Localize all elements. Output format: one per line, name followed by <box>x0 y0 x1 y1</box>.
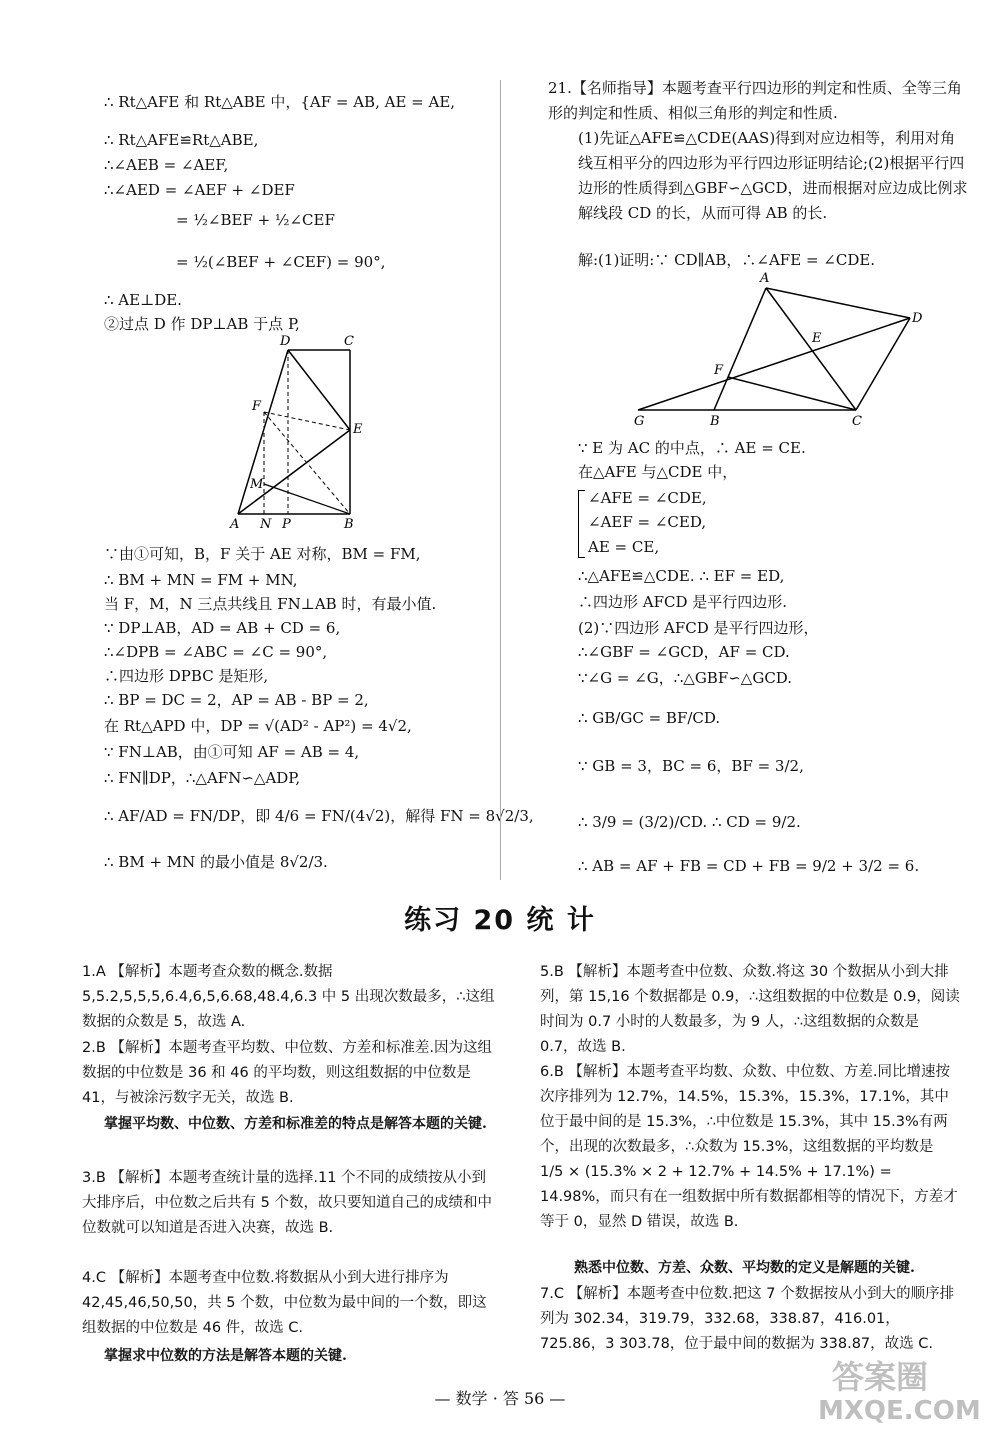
watermark-logo-bottom: MXQE.COM <box>818 1396 981 1426</box>
label-D: D <box>280 334 291 349</box>
label-F: F <box>252 399 262 414</box>
proof-line: ∠AEF = ∠CED, <box>588 513 707 531</box>
proof-line: ∴ 3/9 = (3/2)/CD. ∴ CD = 9/2. <box>578 813 801 831</box>
proof-line: = ½∠BEF + ½∠CEF <box>176 211 335 229</box>
proof-line: 在△AFE 与△CDE 中， <box>578 463 738 481</box>
proof-line: ∵由①可知，B，F 关于 AE 对称，BM = FM, <box>104 545 421 563</box>
proof-line: ∴∠AEB = ∠AEF, <box>104 156 229 174</box>
label-F: F <box>714 363 724 378</box>
label-M: M <box>250 477 264 492</box>
q21-analysis: (1)先证△AFE≌△CDE(AAS)得到对应边相等，利用对角线互相平分的四边形为平行四边形证明结论;(2)根据平行四边形的性质得到△GBF∽△GCD，进而根据对应边成比例求解线段 CD 的长，从而可得 AB 的长. <box>578 129 968 222</box>
proof-line: ∵ DP⊥AB，AD = AB + CD = 6, <box>104 619 341 637</box>
proof-line: ∴ Rt△AFE≌Rt△ABE, <box>104 131 259 149</box>
column-divider <box>500 80 501 880</box>
proof-line: ∴ BP = DC = 2，AP = AB - BP = 2, <box>104 691 369 709</box>
proof-line: ∵ FN⊥AB，由①可知 AF = AB = 4, <box>104 743 360 761</box>
proof-line: 解:(1)证明:∵ CD∥AB，∴∠AFE = ∠CDE. <box>578 251 876 269</box>
proof-line: 当 F，M，N 三点共线且 FN⊥AB 时，有最小值. <box>104 595 437 613</box>
page-footer: — 数学 · 答 56 — <box>434 1389 566 1408</box>
proof-line: (2)∵四边形 AFCD 是平行四边形， <box>578 619 819 637</box>
q21-guide: 21.【名师指导】本题考查平行四边形的判定和性质、全等三角形的判定和性质、相似三角形的判定和性质. <box>548 79 962 122</box>
condition-brace <box>578 490 585 558</box>
parallelogram-figure <box>620 270 940 430</box>
proof-line: 在 Rt△APD 中，DP = √(AD² - AP²) = 4√2, <box>104 717 412 735</box>
label-B: B <box>710 414 720 429</box>
proof-line: ∴ AE⊥DE. <box>104 291 182 309</box>
label-A: A <box>230 517 240 532</box>
answer-q4: 4.C 【解析】本题考查中位数.将数据从小到大进行排序为 42,45,46,50,50，共 5 个数，中位数为最中间的一个数，即这组数据的中位数是 46 件，故选 C. <box>82 1270 487 1336</box>
proof-line: ②过点 D 作 DP⊥AB 于点 P, <box>104 315 300 333</box>
section-title: 练习 20 统 计 <box>404 905 596 936</box>
proof-line: ∴∠DPB = ∠ABC = ∠C = 90°, <box>104 643 328 661</box>
proof-line: ∴ GB/GC = BF/CD. <box>578 709 721 727</box>
label-N: N <box>260 517 272 532</box>
proof-line: ∵ GB = 3，BC = 6，BF = 3/2, <box>578 757 804 775</box>
proof-line: ∠AFE = ∠CDE, <box>588 489 707 507</box>
label-E: E <box>353 422 363 437</box>
proof-line: ∵∠G = ∠G，∴△GBF∽△GCD. <box>578 669 793 687</box>
proof-line: ∴四边形 DPBC 是矩形, <box>104 667 269 685</box>
proof-line: ∴ Rt△AFE 和 Rt△ABE 中，{AF = AB, AE = AE, <box>104 93 456 111</box>
proof-line: ∴ BM + MN = FM + MN, <box>104 571 298 589</box>
answer-q6: 6.B 【解析】本题考查平均数、众数、中位数、方差.同比增速按次序排列为 12.7%，14.5%，15.3%，15.3%，17.1%，其中位于最中间的是 15.3%，∴中位数是 15.3%，其中 15.3%有两个，出现的次数最多，∴众数为 15.3%，这组数据的平均数是 1/5 × (15.3% × 2 + 12.7% + 14.5% + 17.1%) = 14.98%，而只有在一组数据中所有数据都相等的情况下，方差才等于 0，显然 D 错误，故选 B. <box>540 1064 958 1230</box>
label-C: C <box>852 414 862 429</box>
proof-line: ∴ AF/AD = FN/DP，即 4/6 = FN/(4√2)，解得 FN = 8√2/3, <box>104 807 534 825</box>
answer-q5: 5.B 【解析】本题考查中位数、众数.将这 30 个数据从小到大排列，第 15,16 个数据都是 0.9，∴这组数据的中位数是 0.9，阅读时间为 0.7 小时的人数最多，为 9 人，∴这组数据的众数是 0.7，故选 B. <box>540 964 960 1055</box>
answer-q3: 3.B 【解析】本题考查统计量的选择.11 个不同的成绩按从小到大排序后，中位数之后共有 5 个数，故只要知道自己的成绩和中位数就可以知道是否进入决赛，故选 B. <box>82 1170 492 1236</box>
proof-line: ∴ FN∥DP，∴△AFN∽△ADP, <box>104 769 301 787</box>
proof-line: ∴ AB = AF + FB = CD + FB = 9/2 + 3/2 = 6. <box>578 857 920 875</box>
answer-q2: 2.B 【解析】本题考查平均数、中位数、方差和标准差.因为这组数据的中位数是 36 和 46 的平均数，则这组数据的中位数是 41，与被涂污数字无关，故选 B. <box>82 1040 492 1106</box>
proof-line: = ½(∠BEF + ∠CEF) = 90°, <box>176 253 386 271</box>
answer-q6-tip: 熟悉中位数、方差、众数、平均数的定义是解题的关键. <box>574 1260 915 1276</box>
proof-line: ∴∠AED = ∠AEF + ∠DEF <box>104 181 295 199</box>
label-P: P <box>282 517 291 532</box>
label-E: E <box>812 331 822 346</box>
label-D: D <box>912 311 923 326</box>
proof-line: ∴ BM + MN 的最小值是 8√2/3. <box>104 853 328 871</box>
trapezoid-figure <box>220 332 420 532</box>
label-G: G <box>634 414 645 429</box>
answer-q4-tip: 掌握求中位数的方法是解答本题的关键. <box>104 1348 347 1364</box>
proof-line: ∴四边形 AFCD 是平行四边形. <box>578 593 788 611</box>
proof-line: AE = CE, <box>588 538 660 556</box>
watermark-logo-top: 答案圈 <box>832 1358 929 1396</box>
label-A: A <box>760 271 770 286</box>
proof-line: ∴∠GBF = ∠GCD，AF = CD. <box>578 643 790 661</box>
answer-q2-tip: 掌握平均数、中位数、方差和标准差的特点是解答本题的关键. <box>104 1116 487 1132</box>
answer-q7: 7.C 【解析】本题考查中位数.把这 7 个数据按从小到大的顺序排列为 302.34，319.79，332.68，338.87，416.01，725.86，3 303.78，位于最中间的数据为 338.87，故选 C. <box>540 1286 955 1352</box>
proof-line: ∴△AFE≌△CDE. ∴ EF = ED, <box>578 567 785 585</box>
answer-q1: 1.A 【解析】本题考查众数的概念.数据 5,5.2,5,5,5,6.4,6,5,6.68,48.4,6.3 中 5 出现次数最多，∴这组数据的众数是 5，故选 A. <box>82 964 495 1030</box>
label-B: B <box>344 517 354 532</box>
label-C: C <box>344 334 354 349</box>
proof-line: ∵ E 为 AC 的中点，∴ AE = CE. <box>578 439 806 457</box>
